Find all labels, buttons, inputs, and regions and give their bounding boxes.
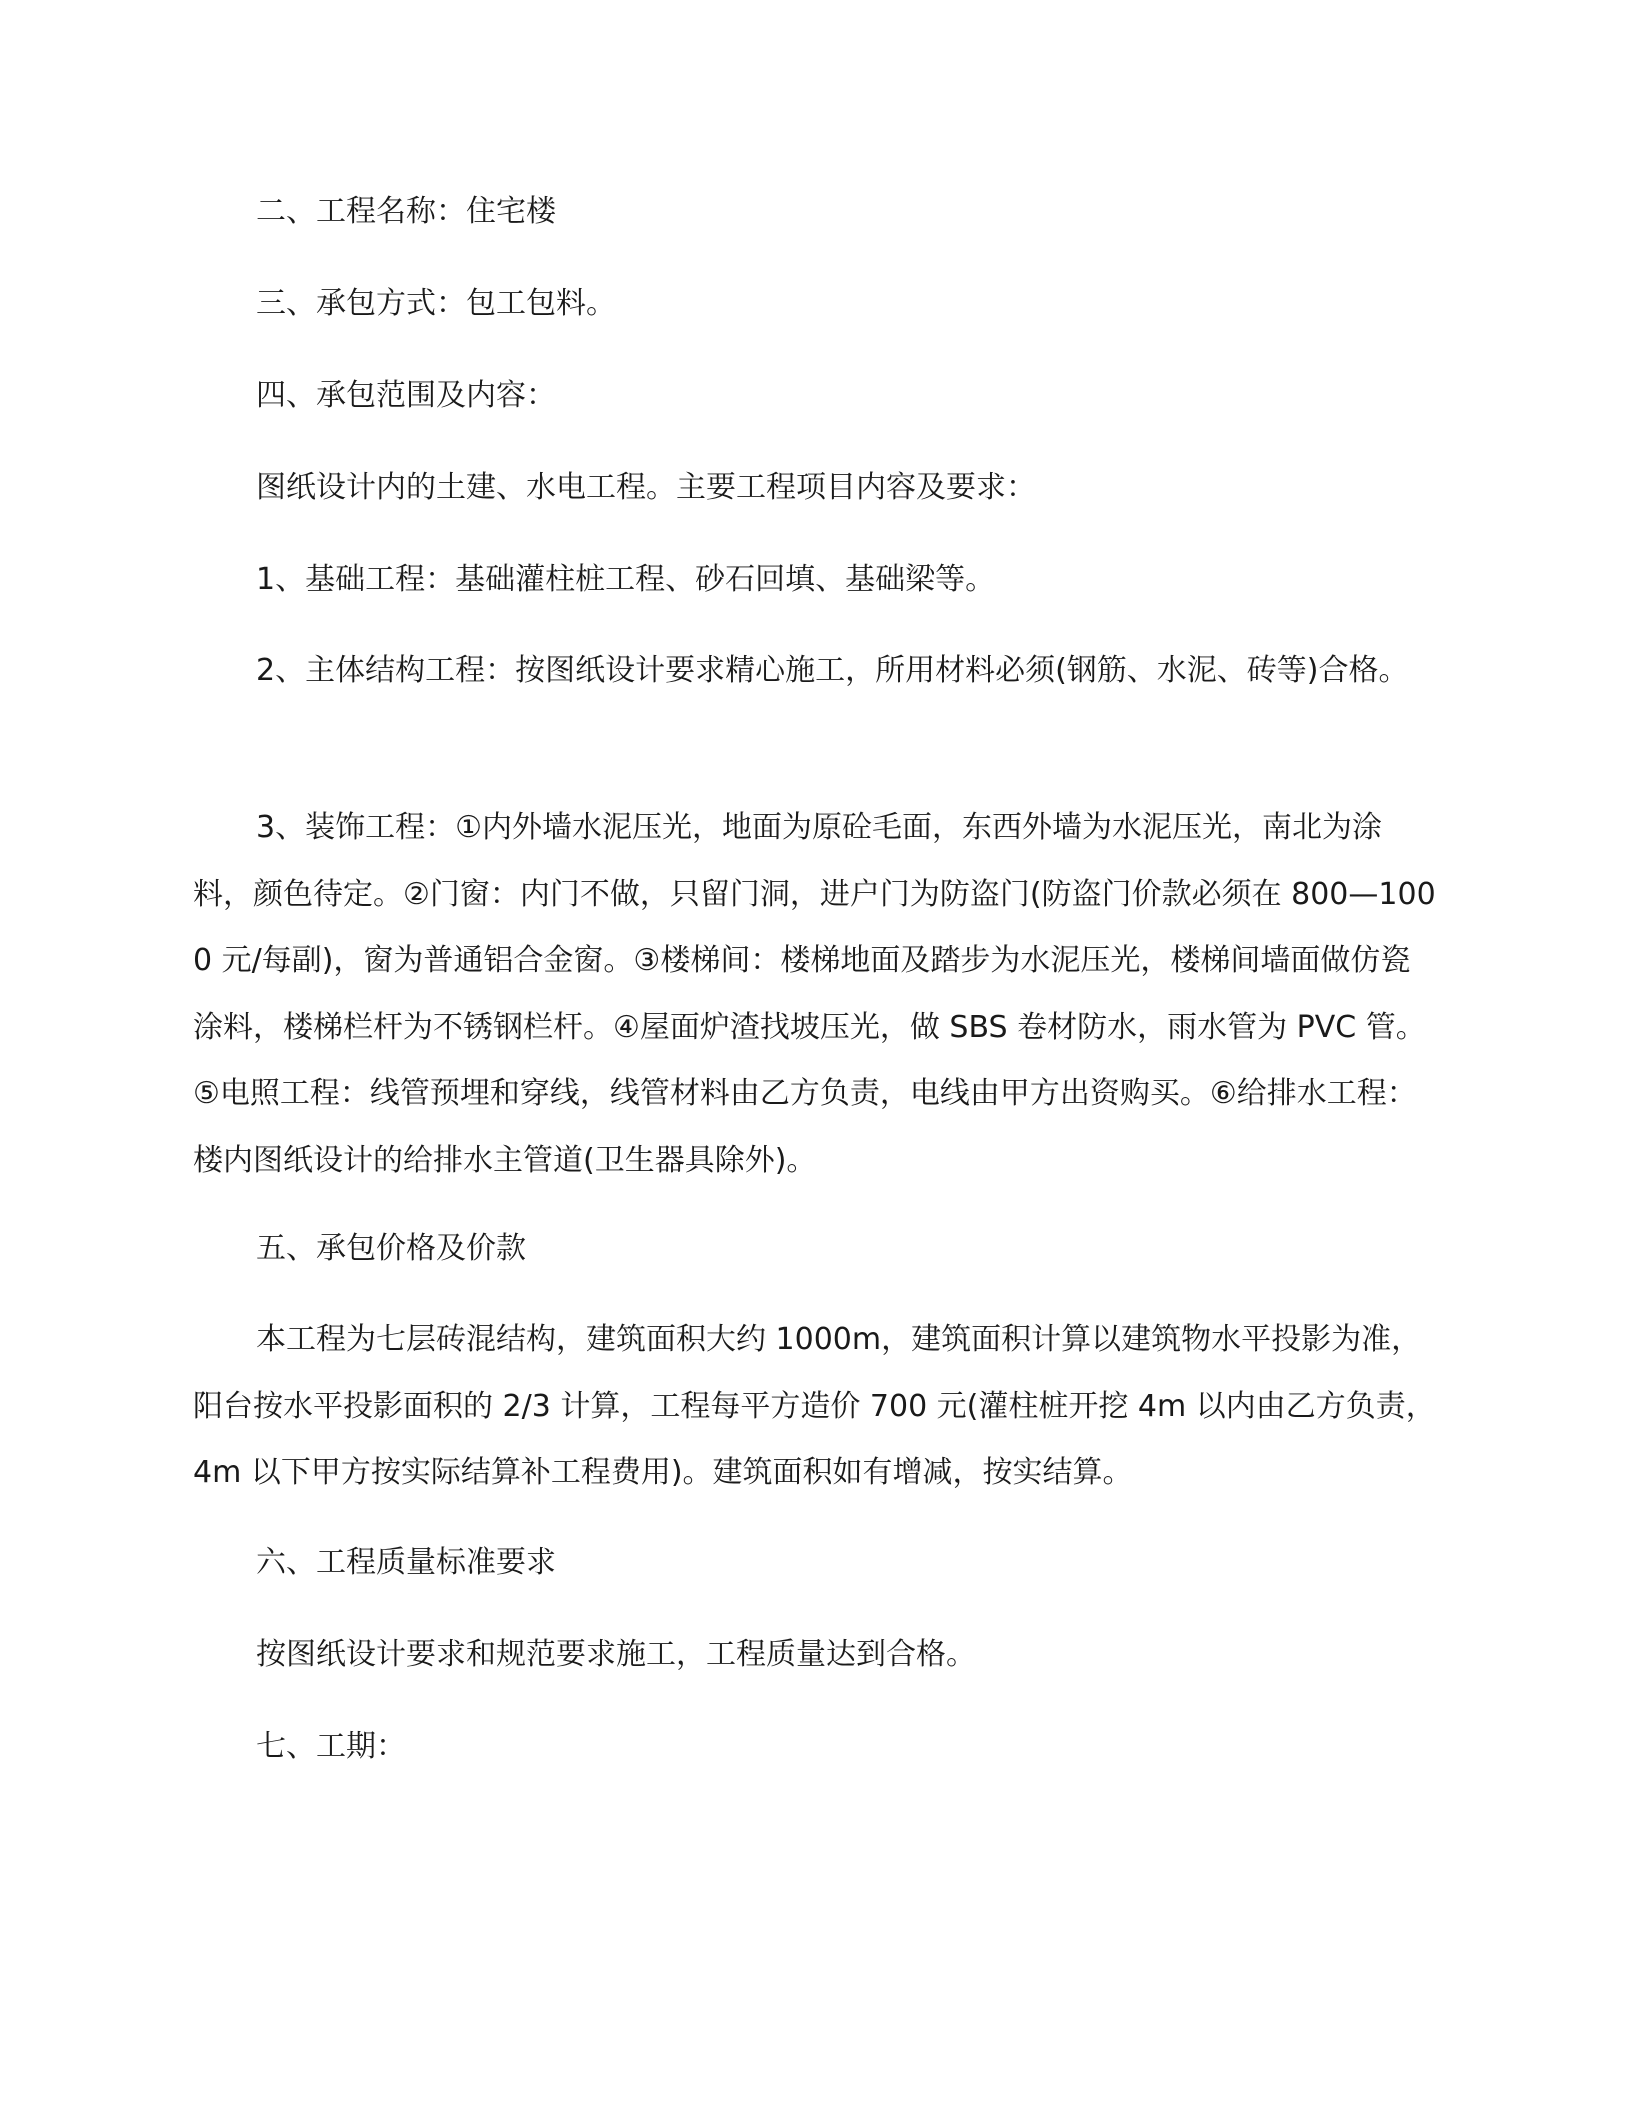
section-contract-method: 三、承包方式：包工包料。 (256, 286, 616, 321)
quality-details: 按图纸设计要求和规范要求施工，工程质量达到合格。 (256, 1637, 976, 1672)
scope-intro: 图纸设计内的土建、水电工程。主要工程项目内容及要求： (256, 470, 1036, 505)
section-price-heading: 五、承包价格及价款 (256, 1231, 526, 1266)
item-foundation: 1、基础工程：基础灌柱桩工程、砂石回填、基础梁等。 (256, 562, 996, 597)
section-scope-heading: 四、承包范围及内容： (256, 378, 556, 413)
item-decoration: 3、装饰工程：①内外墙水泥压光，地面为原砼毛面，东西外墙为水泥压光，南北为涂料，颜色待定。②门窗：内门不做，只留门洞，进户门为防盗门(防盗门价款必须在 800—1000 元/每副)，窗为普通铝合金窗。③楼梯间：楼梯地面及踏步为水泥压光，楼梯间墙面做仿瓷涂料，楼梯栏杆为不锈钢栏杆。④屋面炉渣找坡压光，做 SBS 卷材防水，雨水管为 PVC 管。⑤电照工程：线管预埋和穿线，线管材料由乙方负责，电线由甲方出资购买。⑥给排水工程：楼内图纸设计的给排水主管道(卫生器具除外)。 (193, 810, 1436, 1178)
price-details: 本工程为七层砖混结构，建筑面积大约 1000m，建筑面积计算以建筑物水平投影为准，阳台按水平投影面积的 2/3 计算，工程每平方造价 700 元(灌柱桩开挖 4m 以内由乙方负责，4m 以下甲方按实际结算补工程费用)。建筑面积如有增减，按实结算。 (193, 1322, 1436, 1490)
section-schedule-heading: 七、工期： (256, 1729, 406, 1764)
section-project-name: 二、工程名称：住宅楼 (256, 194, 556, 229)
section-quality-heading: 六、工程质量标准要求 (256, 1545, 556, 1580)
item-main-structure: 2、主体结构工程：按图纸设计要求精心施工，所用材料必须(钢筋、水泥、砖等)合格。 (256, 653, 1409, 688)
